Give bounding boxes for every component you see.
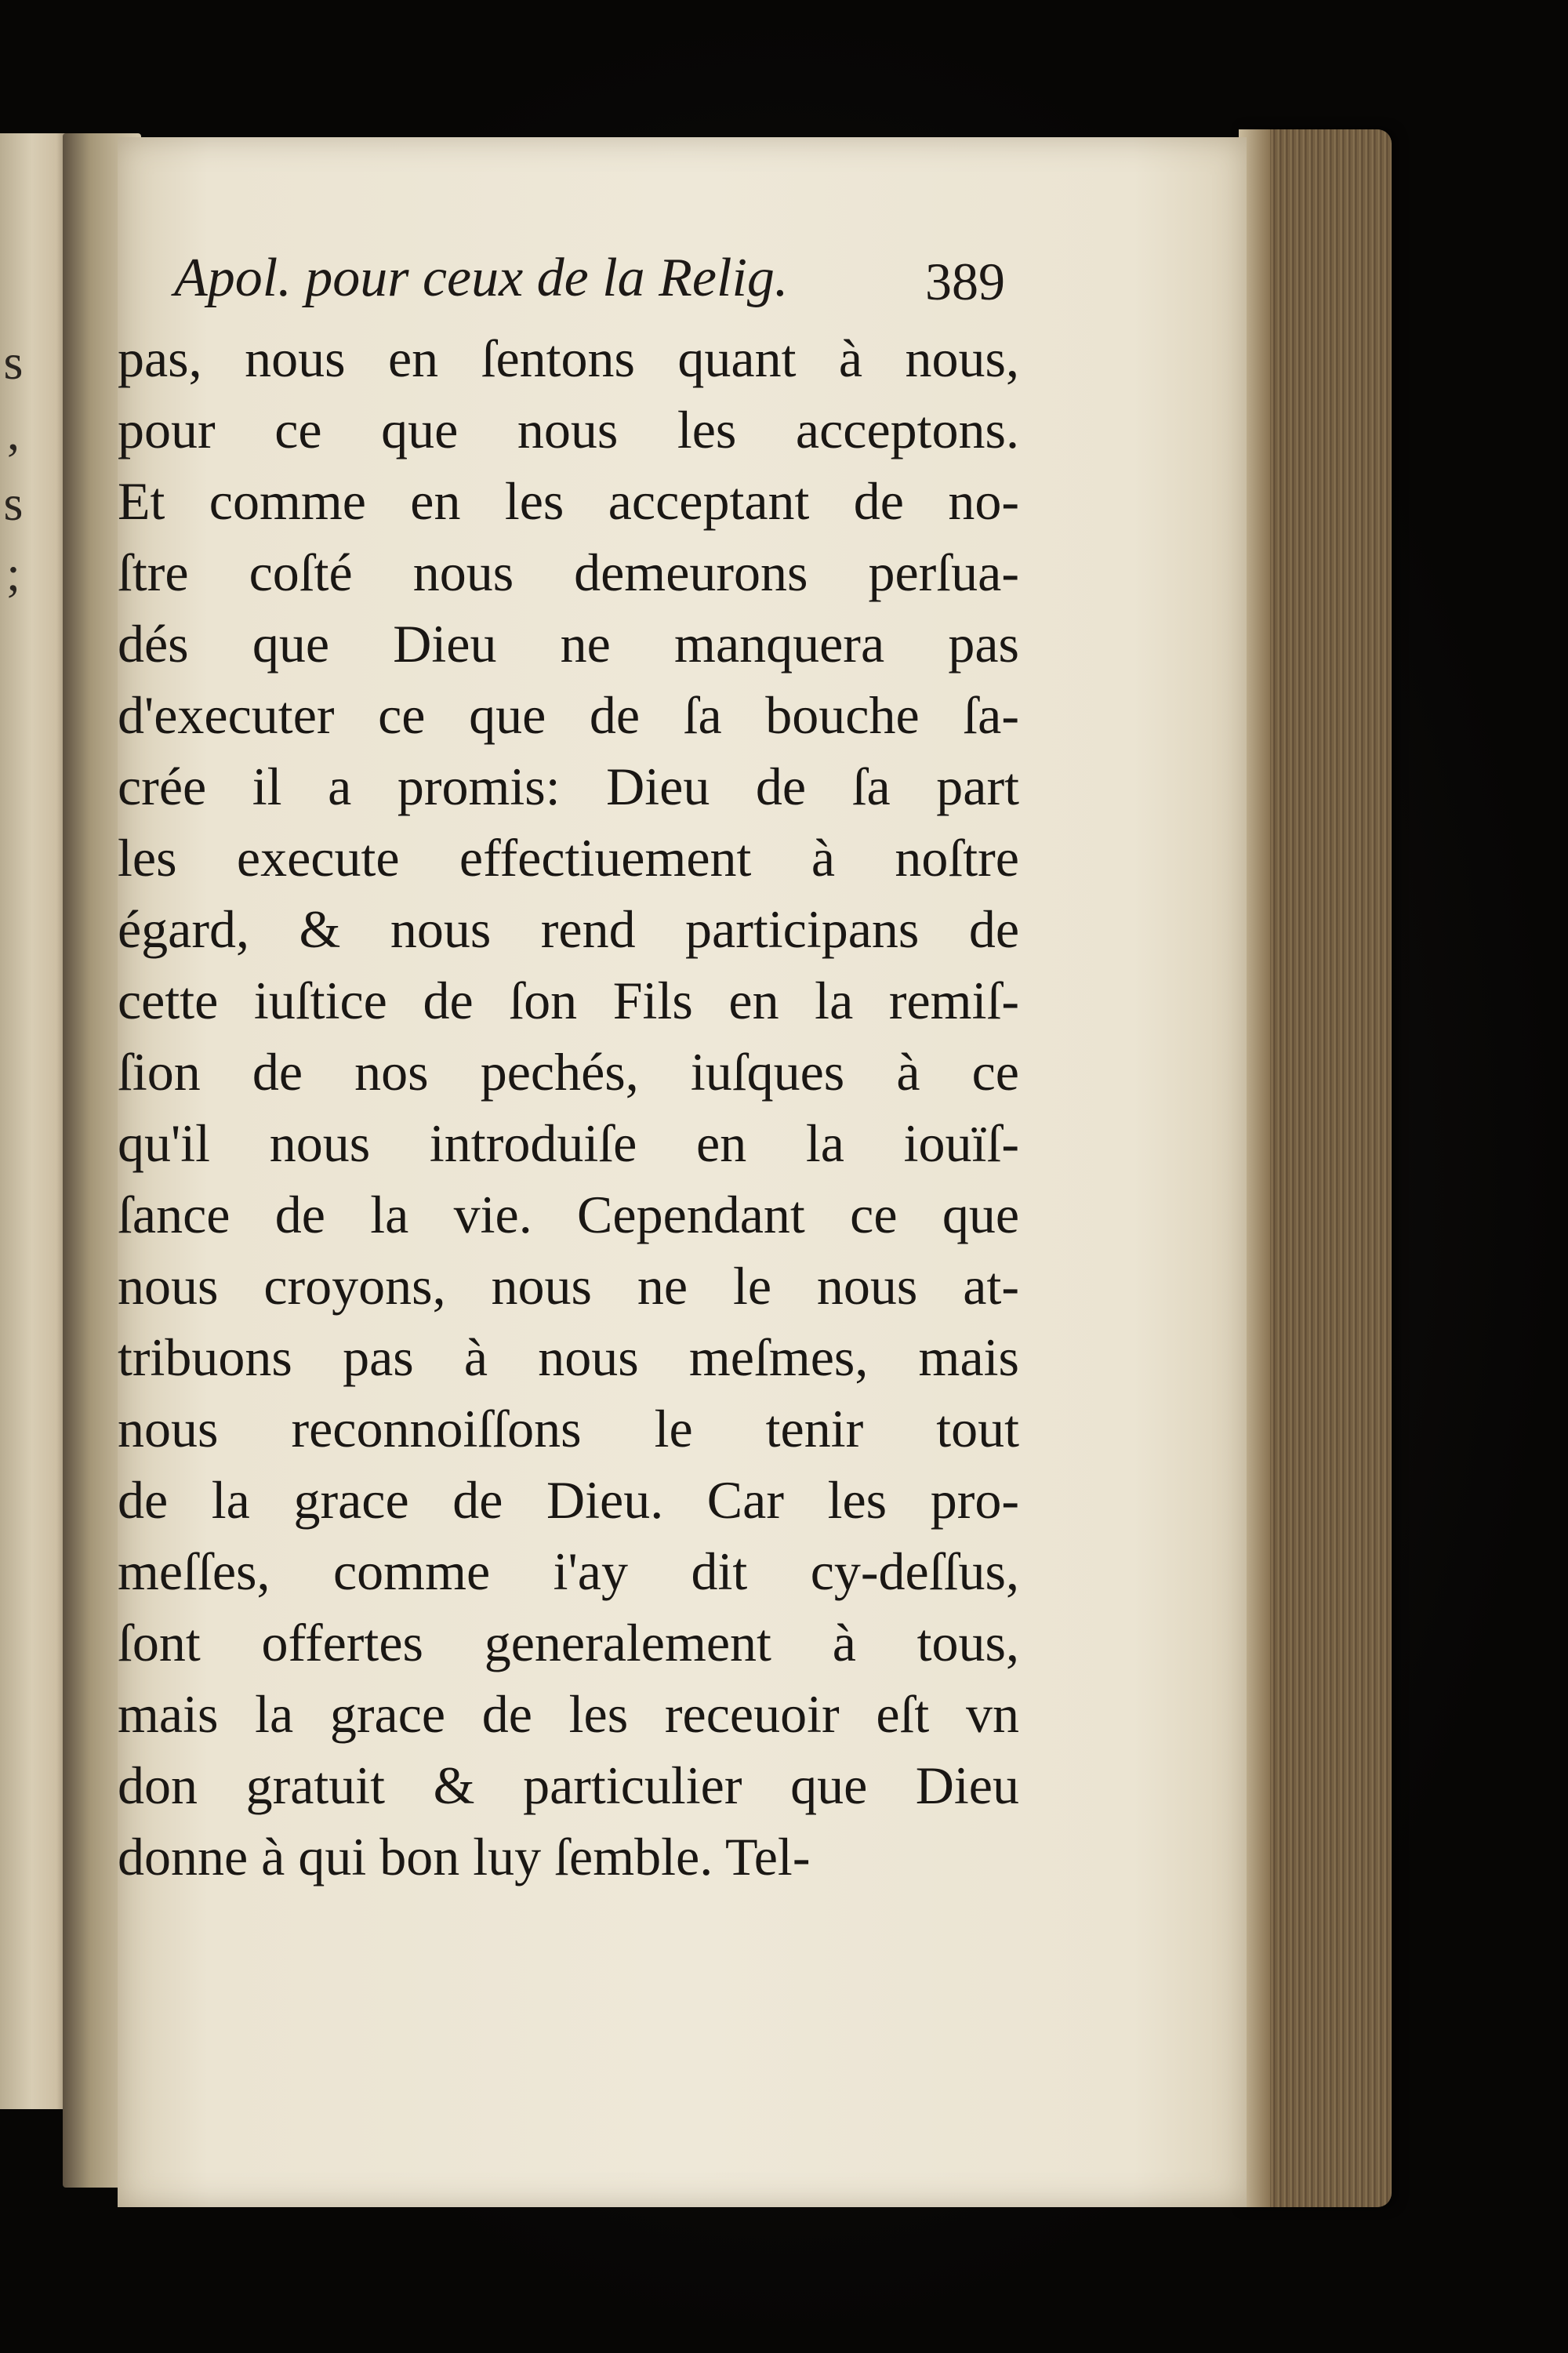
text-line: Et comme en les acceptant de no- <box>118 471 1019 531</box>
text-line: ſance de la vie. Cependant ce que <box>118 1185 1019 1244</box>
left-page-fragment: s <box>3 334 24 390</box>
text-line: d'executer ce que de ſa bouche ſa- <box>118 685 1019 745</box>
text-line: ſion de nos pechés, iuſques à ce <box>118 1042 1019 1102</box>
left-page-fragment: s <box>3 475 24 531</box>
text-line: de la grace de Dieu. Car les pro- <box>118 1470 1019 1530</box>
page-block-edge <box>1239 129 1392 2207</box>
text-line: les execute effectiuement à noſtre <box>118 828 1019 888</box>
text-line: meſſes, comme i'ay dit cy-deſſus, <box>118 1541 1019 1601</box>
body-text <box>118 323 1019 1893</box>
text-line: dés que Dieu ne manquera pas <box>118 614 1019 674</box>
left-page-fragment: ; <box>6 546 20 601</box>
left-page-fragment: , <box>7 405 20 460</box>
previous-page-edge <box>0 133 71 2109</box>
page-header <box>174 235 1005 321</box>
text-line: tribuons pas à nous meſmes, mais <box>118 1327 1019 1387</box>
text-line: ſtre coſté nous demeurons perſua- <box>118 543 1019 602</box>
text-line: nous croyons, nous ne le nous at- <box>118 1256 1019 1316</box>
text-line: égard, & nous rend participans de <box>118 899 1019 959</box>
text-line: donne à qui bon luy ſemble. Tel- <box>118 1827 811 1886</box>
text-line: mais la grace de les receuoir eſt vn <box>118 1684 1019 1744</box>
running-title: Apol. pour ceux de la Relig. <box>174 248 789 308</box>
text-line: pas, nous en ſentons quant à nous, <box>118 329 1019 388</box>
text-line: don gratuit & particulier que Dieu <box>118 1756 1019 1815</box>
text-line: nous reconnoiſſons le tenir tout <box>118 1399 1019 1458</box>
text-line: crée il a promis: Dieu de ſa part <box>118 757 1019 816</box>
page-number: 389 <box>925 252 1005 311</box>
text-line: pour ce que nous les acceptons. <box>118 400 1019 459</box>
text-line: cette iuſtice de ſon Fils en la remiſ- <box>118 971 1019 1030</box>
text-line: ſont offertes generalement à tous, <box>118 1613 1019 1672</box>
text-line: qu'il nous introduiſe en la iouïſ- <box>118 1113 1019 1173</box>
